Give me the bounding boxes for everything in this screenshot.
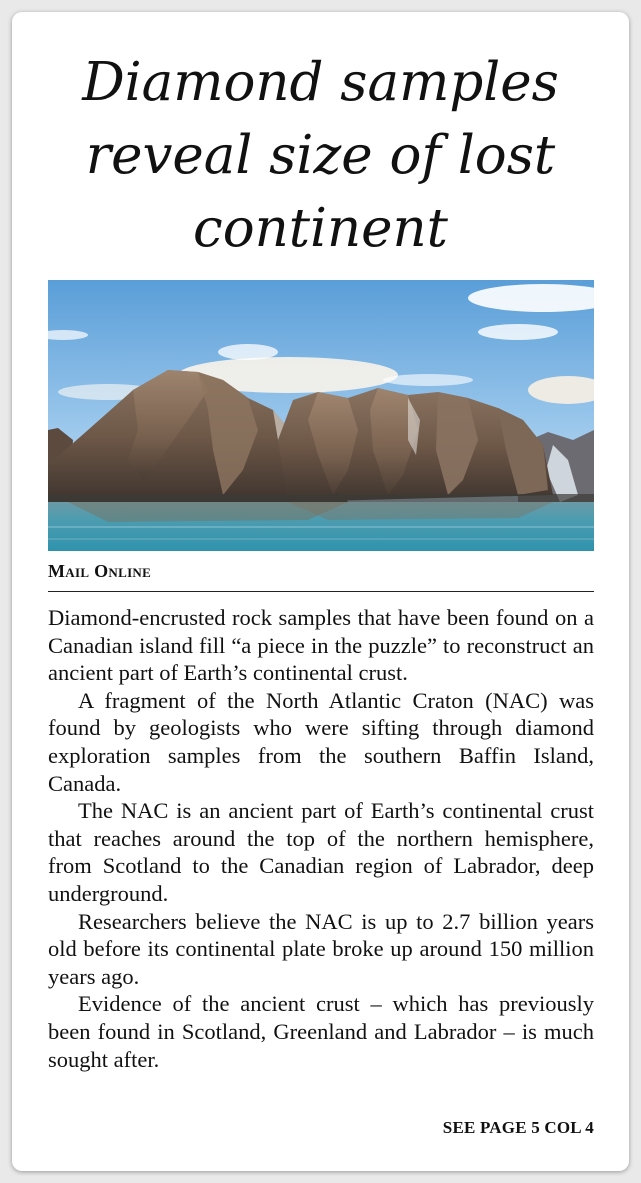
article-photo <box>48 280 594 551</box>
mountain-lake-image <box>48 280 594 551</box>
source-credit: Mail Online <box>48 561 594 592</box>
headline: Diamond samples reveal size of lost continent <box>82 52 559 259</box>
paragraph-1: Diamond-encrusted rock samples that have been found on a Canadian island fill “a piece in the puzzle” to reconstruct an ancient part of Earth’s continental crust. <box>48 605 594 686</box>
continuation-note: SEE PAGE 5 COL 4 <box>442 1118 594 1137</box>
article-body <box>48 604 594 1073</box>
article-card <box>12 12 629 1171</box>
paragraph-2: A fragment of the North Atlantic Craton (NAC) was found by geologists who were sifting through diamond exploration samples from the southern Baffin Island, Canada. <box>48 687 594 796</box>
paragraph-4: Researchers believe the NAC is up to 2.7 billion years old before its continental plate broke up around 150 million years ago. <box>48 908 594 989</box>
paragraph-3: The NAC is an ancient part of Earth’s continental crust that reaches around the top of the northern hemisphere, from Scotland to the Canadian region of Labrador, deep underground. <box>48 798 594 906</box>
paragraph-5: Evidence of the ancient crust – which has previously been found in Scotland, Greenland and Labrador – is much sought after. <box>48 991 594 1072</box>
